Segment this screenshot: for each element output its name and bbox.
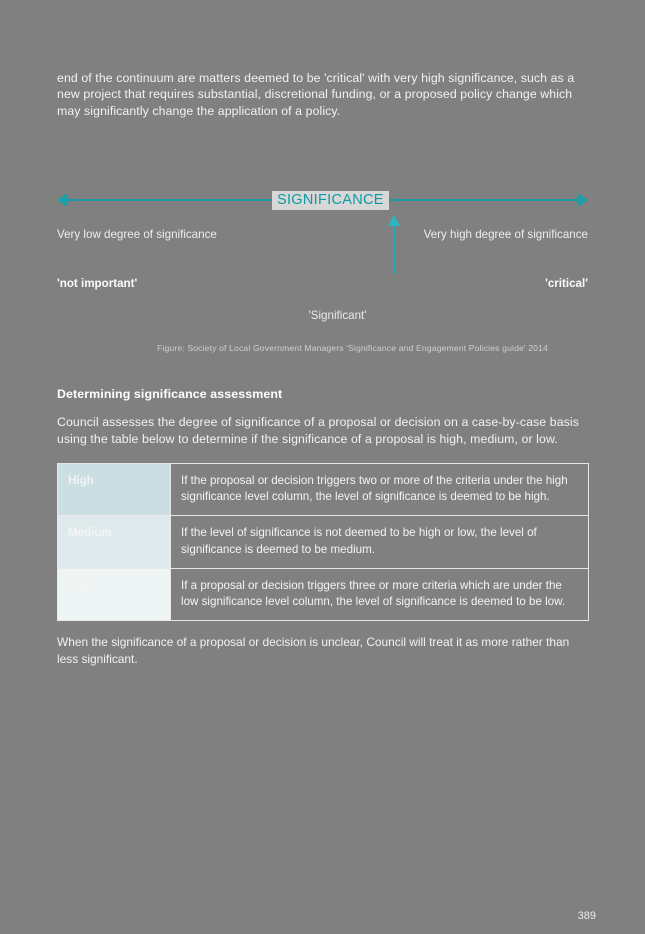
arrow-left-icon — [57, 193, 68, 207]
significance-levels-table — [57, 463, 589, 621]
figure-caption: Figure: Society of Local Government Managers 'Significance and Engagement Policies guide' 2014 — [157, 343, 548, 354]
level-description-low: If a proposal or decision triggers three or more criteria which are under the low significance level column, the level of significance is deemed to be low. — [171, 568, 589, 620]
level-description-medium: If the level of significance is not deemed to be high or low, the level of significance is deemed to be medium. — [171, 516, 589, 568]
section-paragraph: Council assesses the degree of significance of a proposal or decision on a case-by-case basis using the table below to determine if the significance of a proposal is high, medium, or low. — [57, 415, 579, 446]
table-row — [58, 516, 589, 568]
page-number: 389 — [577, 910, 596, 922]
page-content — [57, 70, 588, 667]
left-degree-label: Very low degree of significance — [57, 228, 217, 242]
arrow-right-icon — [577, 193, 588, 207]
level-label-low: Low — [58, 568, 171, 620]
closing-paragraph: When the significance of a proposal or decision is unclear, Council will treat it as more rather than less significant. — [57, 635, 570, 666]
level-label-medium: Medium — [58, 516, 171, 568]
intro-paragraph: end of the continuum are matters deemed to be 'critical' with very high significance, such as a new project that requires substantial, discretional funding, or a proposed policy change which may significantly change the application of a policy. — [57, 71, 575, 118]
level-description-high: If the proposal or decision triggers two or more of the criteria under the high significance level column, the level of significance is deemed to be high. — [171, 464, 589, 516]
right-degree-label: Very high degree of significance — [423, 228, 588, 242]
vertical-arrow-stem — [393, 224, 395, 274]
significance-continuum-figure — [57, 129, 588, 329]
level-label-high: High — [58, 464, 171, 516]
right-end-word: 'critical' — [545, 277, 588, 291]
center-marker-word: 'Significant' — [308, 309, 367, 323]
table-row — [58, 464, 589, 516]
axis-label: SIGNIFICANCE — [272, 191, 389, 210]
arrow-up-icon — [388, 215, 400, 226]
table-row — [58, 568, 589, 620]
page-title: Determining significance assessment — [57, 387, 283, 402]
left-end-word: 'not important' — [57, 277, 138, 291]
